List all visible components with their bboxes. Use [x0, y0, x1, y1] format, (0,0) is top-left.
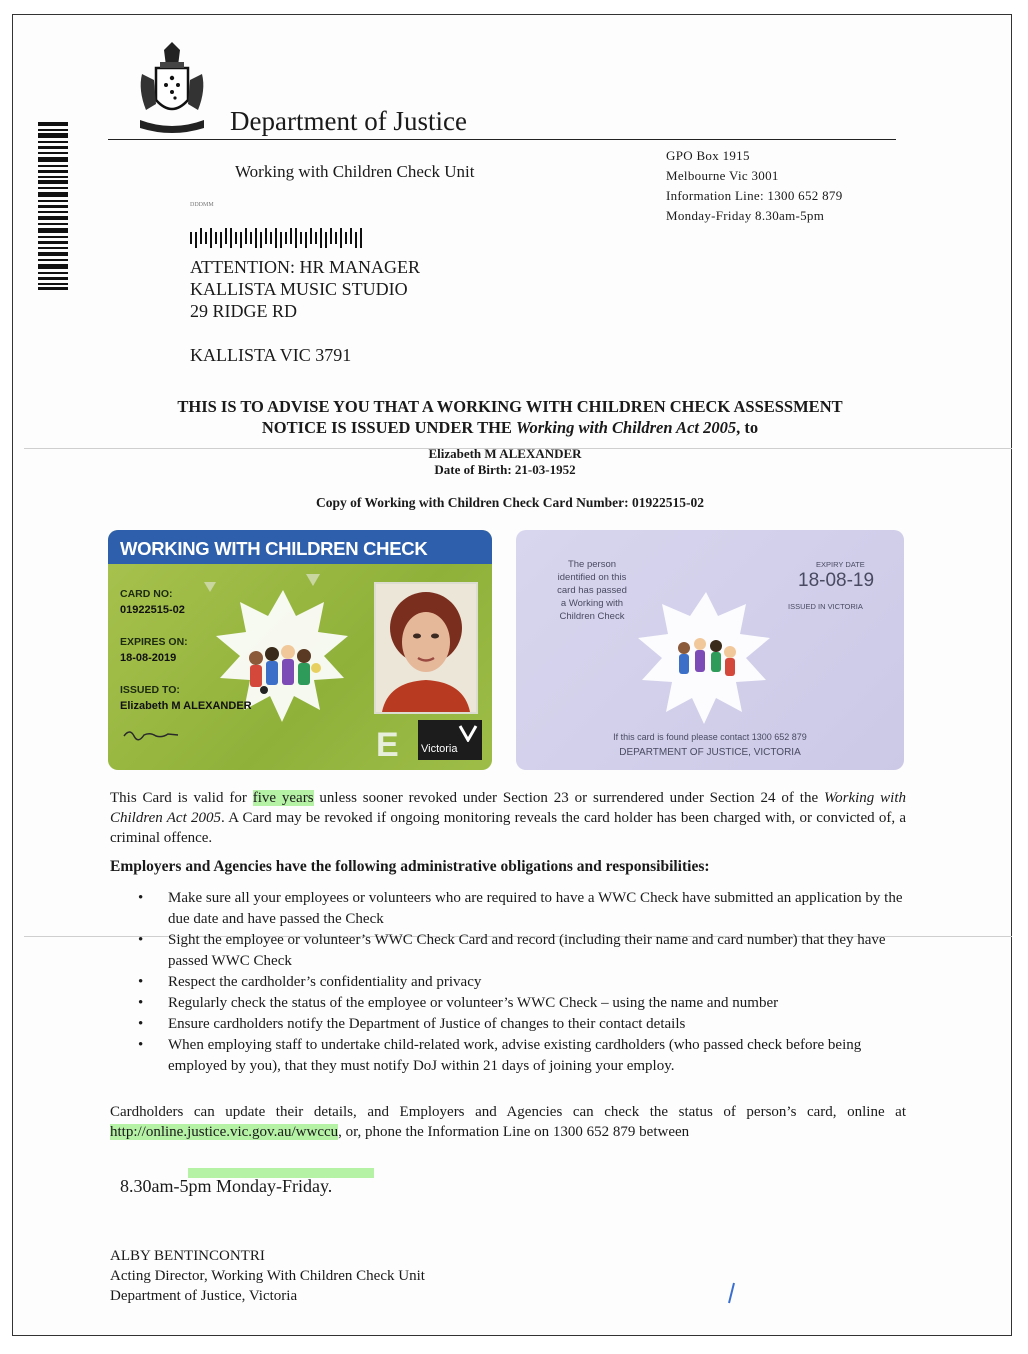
- list-item: • Make sure all your employees or volunteers who are required to have a WWC Check have submitted an application by the due date and have passed the Check: [138, 888, 908, 930]
- website-link[interactable]: http://online.justice.vic.gov.au/wwccu: [110, 1124, 339, 1140]
- address-line: KALLISTA MUSIC STUDIO: [190, 279, 408, 299]
- list-item: • Sight the employee or volunteer’s WWC Check Card and record (including their name and card number) that they have passed WWC Check: [138, 930, 908, 972]
- contact-block: [666, 146, 843, 226]
- category-letter: E: [376, 726, 399, 764]
- contact-line: GPO Box 1915: [666, 148, 750, 163]
- validity-paragraph: This Card is valid for five years unless sooner revoked under Section 23 or surrendered under Section 24 of the Working with Children Act 2005. A Card may be revoked if ongoing monitoring reveals the card holder has been charged with, or convicted of, a criminal offence.: [110, 790, 907, 846]
- notice-heading: [110, 396, 910, 438]
- list-item: • Respect the cardholder’s confidentiality and privacy: [138, 972, 908, 993]
- card-back-department: DEPARTMENT OF JUSTICE, VICTORIA: [619, 747, 801, 758]
- victoria-tick-icon: [458, 722, 478, 742]
- expiry-value: 18-08-19: [798, 570, 875, 591]
- notice-line: NOTICE IS ISSUED UNDER THE Working with Children Act 2005, to: [261, 418, 759, 437]
- victoria-logo: [418, 720, 482, 760]
- act-title: Working with Children Act 2005: [516, 418, 737, 437]
- address-line: 29 RIDGE RD: [190, 301, 297, 321]
- expiry-label: EXPIRY DATE: [816, 560, 865, 569]
- mail-code: DDDMM: [190, 202, 214, 208]
- hours-line: 8.30am-5pm Monday-Friday.: [120, 1176, 333, 1196]
- issued-value: Elizabeth M ALEXANDER: [120, 700, 252, 712]
- address-line: KALLISTA VIC 3791: [190, 345, 352, 365]
- card-back-statement: The person identified on this card has passed a Working with Children Check: [557, 559, 627, 622]
- list-item: • Ensure cardholders notify the Department of Justice of changes to their contact details: [138, 1014, 908, 1035]
- card-back-image: [516, 530, 904, 770]
- list-item: • Regularly check the status of the employee or volunteer’s WWC Check – using the name and number: [138, 993, 908, 1014]
- highlighted-term: five years: [252, 790, 314, 806]
- department-title: Department of Justice: [230, 106, 467, 136]
- signature-icon: [122, 726, 182, 742]
- signature-block: [110, 1246, 425, 1306]
- expires-value: 18-08-2019: [120, 652, 177, 664]
- issued-in-label: ISSUED IN VICTORIA: [788, 602, 863, 611]
- signatory-title: Acting Director, Working With Children Check Unit: [110, 1268, 425, 1284]
- recipient-address: [190, 256, 420, 366]
- card-no-label: CARD NO:: [120, 588, 173, 600]
- header-rule: [108, 139, 896, 140]
- contact-line: Information Line: 1300 652 879: [666, 188, 843, 203]
- notice-line: THIS IS TO ADVISE YOU THAT A WORKING WITH CHILDREN CHECK ASSESSMENT: [177, 397, 843, 416]
- card-number-line: Copy of Working with Children Check Card Number: 01922515-02: [315, 495, 705, 510]
- signatory-org: Department of Justice, Victoria: [110, 1288, 298, 1304]
- issued-label: ISSUED TO:: [120, 684, 180, 696]
- victoria-logo-text: Victoria: [421, 743, 458, 755]
- holder-photo: [374, 582, 478, 714]
- card-banner: [108, 530, 492, 564]
- holder-details: [300, 446, 710, 478]
- card-no-value: 01922515-02: [120, 604, 185, 616]
- holder-name: Elizabeth M ALEXANDER: [428, 446, 582, 461]
- barcode-icon: [38, 122, 68, 290]
- contact-line: Monday-Friday 8.30am-5pm: [666, 208, 825, 223]
- contact-line: Melbourne Vic 3001: [666, 168, 779, 183]
- obligations-heading: Employers and Agencies have the following administrative obligations and responsibilities:: [110, 858, 710, 875]
- holder-dob: Date of Birth: 21-03-1952: [434, 462, 576, 477]
- signatory-name: ALBY BENTINCONTRI: [110, 1248, 265, 1264]
- postal-barcode-icon: [190, 228, 370, 248]
- expires-label: EXPIRES ON:: [120, 636, 188, 648]
- pen-mark-icon: [724, 1282, 738, 1304]
- victoria-crest-icon: [134, 40, 210, 136]
- card-front-image: [108, 530, 492, 770]
- address-line: ATTENTION: HR MANAGER: [190, 257, 420, 277]
- unit-name: Working with Children Check Unit: [235, 162, 475, 181]
- found-note: If this card is found please contact 1300 652 879: [613, 732, 807, 742]
- card-banner-text: WORKING WITH CHILDREN CHECK: [120, 538, 428, 559]
- act-title: Working with Children Act 2005: [110, 790, 906, 826]
- update-paragraph: Cardholders can update their details, and Employers and Agencies can check the status of person’s card, online at http://online.justice.vic.gov.au/wwccu, or, phone the Information Line on 1300 652 879 between: [110, 1104, 906, 1140]
- obligations-list: [138, 888, 908, 1077]
- list-item: • When employing staff to undertake child-related work, advise existing cardholders (who passed check before being employed by you), that they must notify DoJ within 21 days of joining your employ.: [138, 1035, 908, 1077]
- portrait-icon: [376, 584, 476, 712]
